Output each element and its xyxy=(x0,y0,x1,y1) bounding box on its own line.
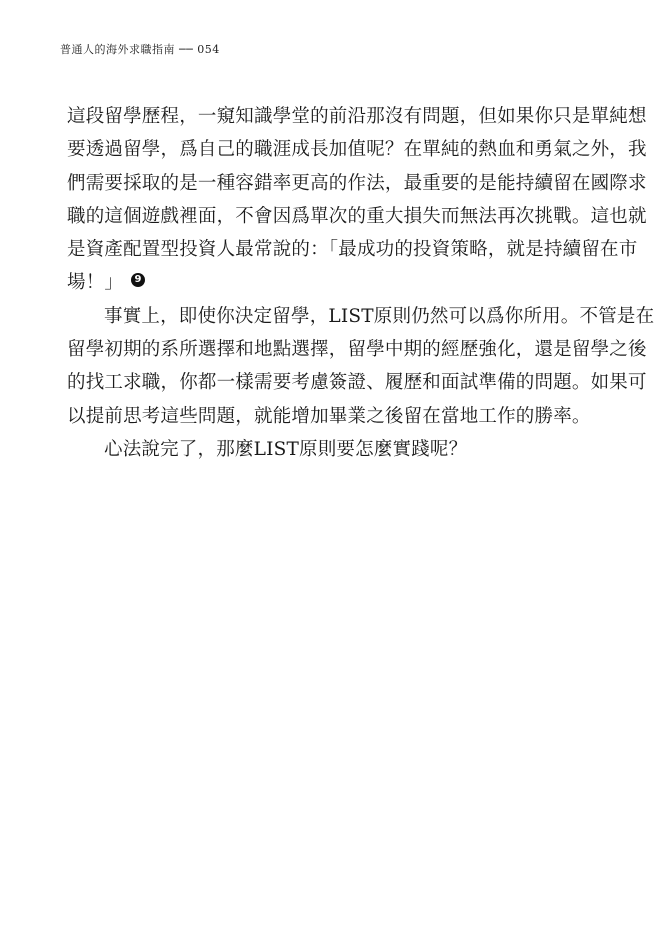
text-line-last xyxy=(67,266,595,299)
text-line: 這段留學歷程，一窺知識學堂的前沿那沒有問題，但如果你只是單純想 xyxy=(67,106,647,127)
text-line: 的找工求職，你都一樣需要考慮簽證、履歷和面試準備的問題。如果可 xyxy=(67,372,647,394)
text-line: 要透過留學，爲自己的職涯成長加值呢？在單純的熱血和勇氣之外，我 xyxy=(67,139,647,161)
paragraph-3 xyxy=(67,433,595,466)
running-head: 普通人的海外求職指南 ── 054 xyxy=(60,43,220,56)
text-line-content: 場！」 xyxy=(67,272,124,294)
text-line: 事實上，即使你決定留學，LIST原則仍然可以爲你所用。不管是在 xyxy=(104,305,655,327)
text-line: 是資產配置型投資人最常說的：「最成功的投資策略，就是持續留在市 xyxy=(67,239,638,261)
body-text xyxy=(67,100,655,466)
text-line: 們需要採取的是一種容錯率更高的作法，最重要的是能持續留在國際求 xyxy=(67,172,647,194)
text-line: 以提前思考這些問題，就能增加畢業之後留在當地工作的勝率。 xyxy=(67,405,591,427)
text-line: 心法說完了，那麼LIST原則要怎麼實踐呢？ xyxy=(104,438,468,460)
text-line: 留學初期的系所選擇和地點選擇，留學中期的經歷強化，還是留學之後 xyxy=(67,339,647,361)
footnote-marker: 9 xyxy=(131,273,145,287)
paragraph-1 xyxy=(67,100,647,300)
paragraph-2 xyxy=(67,300,655,433)
text-line: 職的這個遊戲裡面，不會因爲單次的重大損失而無法再次挑戰。這也就 xyxy=(67,205,647,227)
